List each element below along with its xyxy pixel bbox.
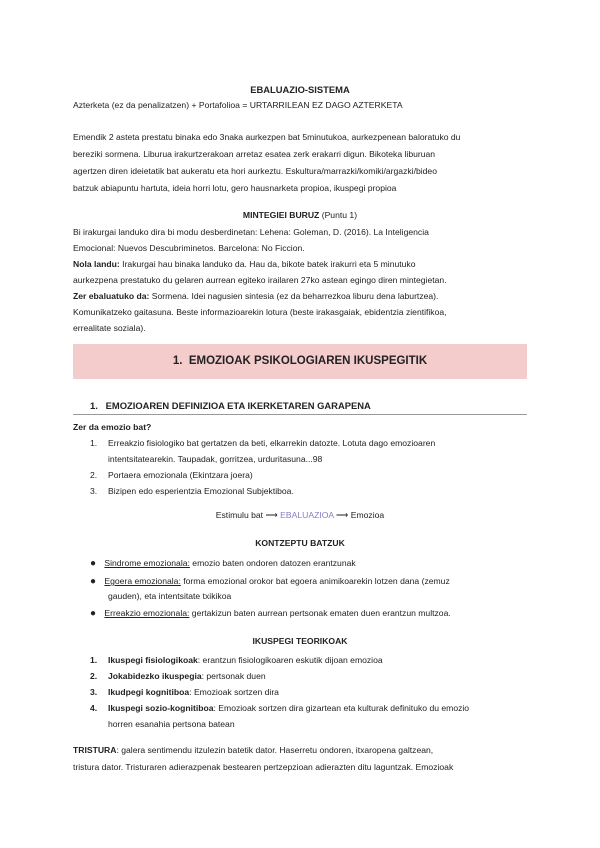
mintegiei-line-6: Komunikatzeko gaitasuna. Beste informazioarekin lotura (beste irakasgaiak, ebidentzia zientifikoa, — [73, 307, 447, 317]
term: Erreakzio emozionala: — [104, 608, 190, 618]
definition: : erantzun fisiologikoaren eskutik dijoan emozioa — [197, 655, 383, 665]
intro-line-2: bereziki sormena. Liburua irakurtzerakoan arretaz esatea zerk erakarri digun. Bikoteka liburuan — [73, 149, 436, 159]
section-divider — [73, 414, 527, 415]
chapter-title — [73, 355, 527, 367]
tristura-text: : galera sentimendu itzulezin batetik dator. Haserretu ondoren, itxaropena galtzean, — [116, 745, 434, 755]
formula-emotion: ⟶ Emozioa — [333, 510, 385, 520]
list-item — [90, 686, 279, 698]
definition: : pertsonak duen — [201, 671, 266, 681]
list-item — [90, 670, 266, 682]
nola-landu-text: Irakurgai hau binaka landuko da. Hau da, bikote batek irakurri eta 5 minutuko — [119, 259, 416, 269]
list-number: 2. — [90, 671, 98, 681]
list-text: Erreakzio fisiologiko bat gertatzen da beti, elkarrekin datozte. Lotuta dago emozioaren — [108, 438, 436, 448]
section-heading — [90, 400, 371, 412]
list-text: Portaera emozionala (Ekintzara joera) — [108, 470, 253, 480]
list-item — [90, 702, 469, 714]
nola-landu-line — [73, 258, 416, 270]
list-item-continuation: intentsitatearekin. Taupadak, gorritzea, urduritasuna...98 — [108, 454, 323, 464]
list-item-continuation: gauden), eta intentsitate txikikoa — [108, 591, 232, 601]
term: Ikuspegi fisiologikoak — [108, 655, 198, 665]
chapter-number: 1. — [172, 355, 183, 367]
page-title: EBALUAZIO-SISTEMA — [250, 84, 350, 95]
kontzeptu-heading: KONTZEPTU BATZUK — [255, 538, 345, 548]
tristura-label: TRISTURA — [73, 745, 117, 755]
mintegiei-heading — [0, 210, 600, 220]
definition: gertakizun baten aurrean pertsonak ematen duen erantzun multzoa. — [189, 608, 451, 618]
bullet-icon: ● — [90, 558, 97, 569]
term: Jokabidezko ikuspegia — [108, 671, 202, 681]
zer-ebaluatuko-label: Zer ebaluatuko da: — [73, 291, 150, 301]
mintegiei-line-7: errealitate soziala). — [73, 323, 146, 333]
mintegiei-points: (Puntu 1) — [321, 210, 358, 220]
list-number: 1. — [90, 438, 98, 448]
list-number: 4. — [90, 703, 98, 713]
nola-landu-label: Nola landu: — [73, 259, 120, 269]
section-number: 1. — [90, 400, 98, 411]
list-item — [90, 469, 253, 481]
list-item — [90, 575, 450, 588]
mintegiei-line-1: Bi irakurgai landuko dira bi modu desberdinetan: Lehena: Goleman, D. (2016). La Inteligencia — [73, 227, 429, 237]
intro-line-4: batzuk abiapuntu hartuta, ideia horri lotu, gero hausnarketa propioa, ikuspegi propioa — [73, 183, 397, 193]
list-item — [90, 485, 294, 497]
term: Sindrome emozionala: — [104, 558, 190, 568]
list-number: 3. — [90, 486, 98, 496]
section-title: EMOZIOAREN DEFINIZIOA ETA IKERKETAREN GARAPENA — [105, 400, 371, 411]
list-number: 2. — [90, 470, 98, 480]
chapter-title-text: EMOZIOAK PSIKOLOGIAREN IKUSPEGITIK — [188, 355, 428, 367]
tristura-line-1 — [73, 744, 433, 756]
list-item — [90, 654, 383, 666]
term: Ikuspegi sozio-kognitiboa — [108, 703, 214, 713]
list-item — [90, 437, 435, 449]
intro-line-3: agertzen diren ideietatik bat aukeratu eta hori aurkeztu. Eskultura/marrazki/komiki/argazki/bideo — [73, 166, 437, 176]
chapter-banner — [73, 344, 527, 379]
formula-evaluation: EBALUAZIOA — [280, 510, 334, 520]
tristura-line-2: tristura dator. Tristuraren adierazpenak bestearen pertzepzioan adierazten ditu laguntzak. Emozioak — [73, 762, 454, 772]
list-number: 3. — [90, 687, 98, 697]
intro-line-1: Emendik 2 asteta prestatu binaka edo 3naka aurkezpen bat 5minutukoa, aurkezpenean baloratuko du — [73, 132, 461, 142]
emotion-formula — [0, 510, 600, 521]
term: Ikudpegi kognitiboa — [108, 687, 190, 697]
list-text: Bizipen edo esperientzia Emozional Subjektiboa. — [108, 486, 294, 496]
bullet-icon: ● — [90, 608, 97, 619]
mintegiei-line-2: Emocional: Nuevos Descubriminetos. Barcelona: No Ficcion. — [73, 243, 305, 253]
definition: emozio baten ondoren datozen erantzunak — [189, 558, 356, 568]
mintegiei-line-4: aurkezpena prestatuko du gelaren aurrean egiteko irailaren 27ko astean egingo diren mintegietan. — [73, 275, 447, 285]
bullet-icon: ● — [90, 576, 97, 587]
ikuspegi-heading: IKUSPEGI TEORIKOAK — [252, 636, 348, 646]
evaluation-summary: Azterketa (ez da penalizatzen) + Portafolioa = URTARRILEAN EZ DAGO AZTERKETA — [73, 100, 403, 110]
formula-stimulus: Estimulu bat ⟶ — [215, 510, 281, 520]
list-number: 1. — [90, 655, 98, 665]
zer-ebaluatuko-line — [73, 290, 438, 302]
zer-ebaluatuko-text: Sormena. Idei nagusien sintesia (ez da beharrezkoa liburu dena laburtzea). — [149, 291, 439, 301]
definition: : Emozioak sortzen dira gizartean eta kulturak definituko du emozio — [213, 703, 470, 713]
term: Egoera emozionala: — [104, 576, 181, 586]
list-item — [90, 607, 451, 620]
definition: : Emozioak sortzen dira — [189, 687, 279, 697]
definition: forma emozional orokor bat egoera animikoarekin lotzen dana (zemuz — [180, 576, 450, 586]
mintegiei-title: MINTEGIEI BURUZ — [242, 210, 320, 220]
list-item-continuation: horren esanahia pertsona batean — [108, 719, 235, 729]
question-heading: Zer da emozio bat? — [73, 422, 152, 432]
list-item — [90, 557, 356, 570]
